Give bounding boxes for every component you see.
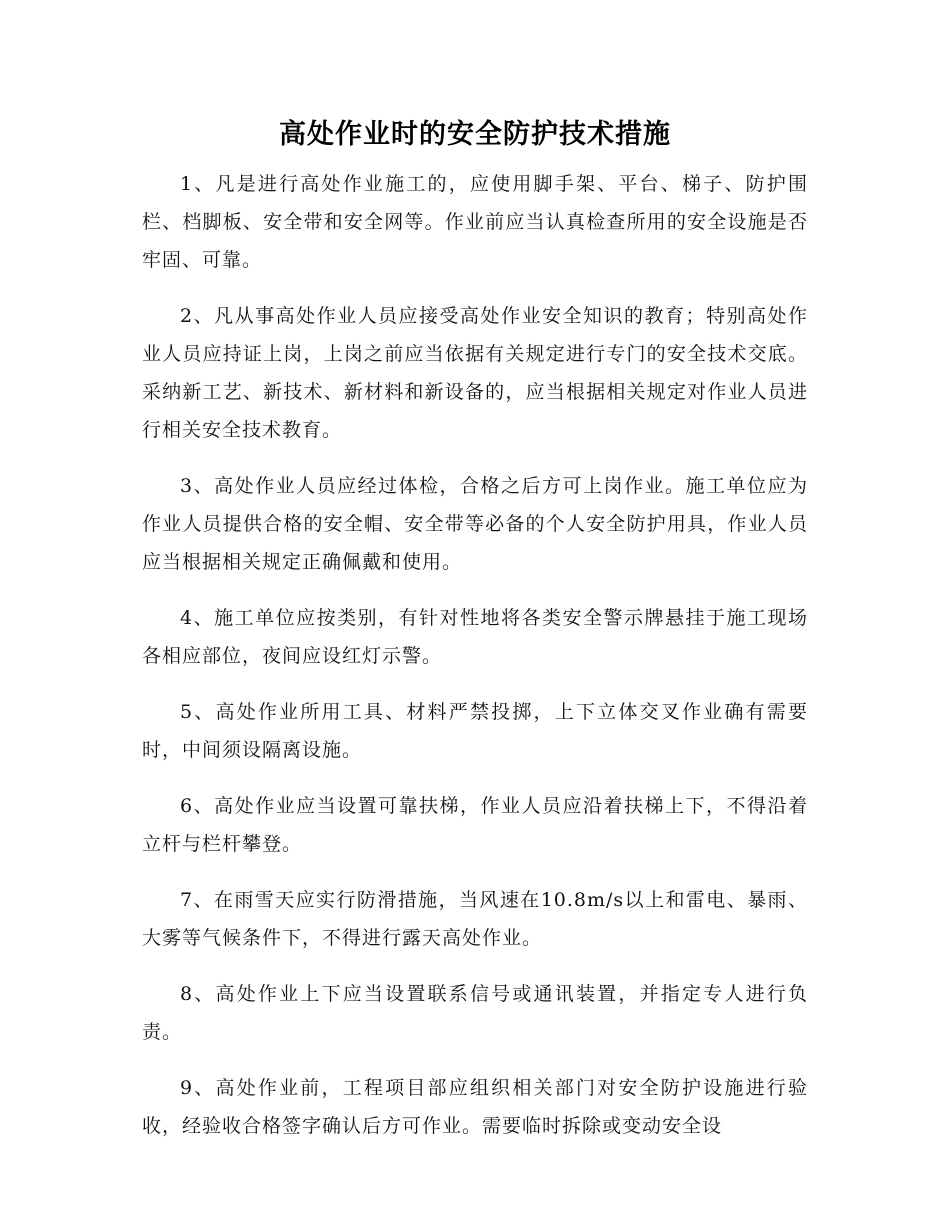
paragraph-2: 2、凡从事高处作业人员应接受高处作业安全知识的教育；特别高处作业人员应持证上岗，上岗之前应当依据有关规定进行专门的安全技术交底。采纳新工艺、新技术、新材料和新设备的，应当根据相关规定对作业人员进行相关安全技术教育。 — [142, 305, 808, 441]
document-body — [142, 165, 808, 1163]
paragraph-1: 1、凡是进行高处作业施工的，应使用脚手架、平台、梯子、防护围栏、档脚板、安全带和安全网等。作业前应当认真检查所用的安全设施是否牢固、可靠。 — [142, 173, 808, 271]
document-title: 高处作业时的安全防护技术措施 — [279, 119, 671, 150]
paragraph-9: 9、高处作业前，工程项目部应组织相关部门对安全防护设施进行验收，经验收合格签字确认后方可作业。需要临时拆除或变动安全设 — [142, 1077, 808, 1137]
paragraph-6: 6、高处作业应当设置可靠扶梯，作业人员应沿着扶梯上下，不得沿着立杆与栏杆攀登。 — [142, 795, 808, 855]
paragraph-5: 5、高处作业所用工具、材料严禁投掷，上下立体交叉作业确有需要时，中间须设隔离设施。 — [142, 701, 808, 761]
paragraph-3: 3、高处作业人员应经过体检，合格之后方可上岗作业。施工单位应为作业人员提供合格的安全帽、安全带等必备的个人安全防护用具，作业人员应当根据相关规定正确佩戴和使用。 — [142, 475, 808, 573]
paragraph-4: 4、施工单位应按类别，有针对性地将各类安全警示牌悬挂于施工现场各相应部位，夜间应设红灯示警。 — [142, 607, 808, 667]
paragraph-8: 8、高处作业上下应当设置联系信号或通讯装置，并指定专人进行负责。 — [142, 983, 808, 1043]
paragraph-7: 7、在雨雪天应实行防滑措施，当风速在10.8m/s以上和雷电、暴雨、大雾等气候条件下，不得进行露天高处作业。 — [142, 889, 808, 949]
